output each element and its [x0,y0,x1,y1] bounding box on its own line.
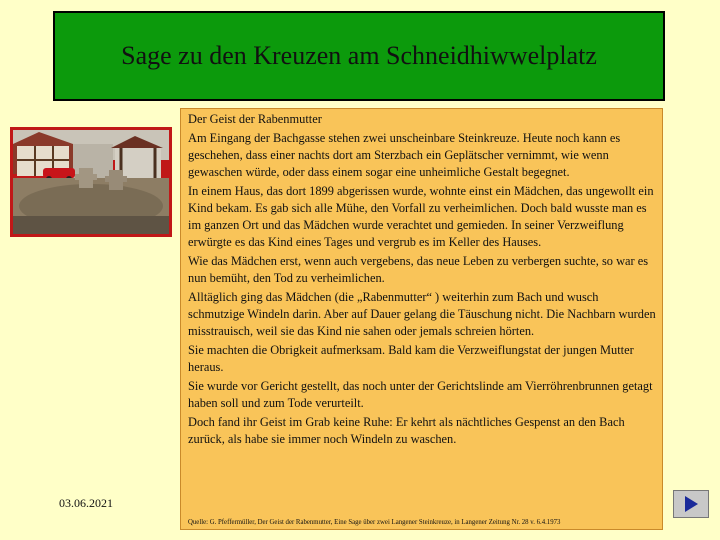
next-slide-button[interactable] [673,490,709,518]
stone-crosses-photo [13,130,169,234]
story-paragraph: Doch fand ihr Geist im Grab keine Ruhe: Er kehrt als nächtliches Gespenst an den Bach zurück, als habe sie immer noch Windeln zu waschen. [188,415,625,446]
story-title: Der Geist der Rabenmutter [188,112,322,126]
story-paragraph: Am Eingang der Bachgasse stehen zwei unscheinbare Steinkreuze. Heute noch kann es geschehen, dass einer nachts dort am Sterzbach ein Geplätscher vernimmt, wie wenn gewaschen würde, oder dass einem sogar eine unheimliche Gestalt begegnet. [188,131,621,179]
story-paragraph: In einem Haus, das dort 1899 abgerissen wurde, wohnte einst ein Mädchen, das ungewollt ein Kind bekam. Es gab sich alle Mühe, den Vorfall zu verheimlichen. Doch bald wusste man es im ganzen Ort und das Mädchen wurde verachtet und gemieden. In seiner Verzweiflung erwürgte es das Kind eines Tages und vergrub es im Keller des Hauses. [188,184,654,249]
story-paragraph: Alltäglich ging das Mädchen (die „Rabenmutter“ ) weiterhin zum Bach und wusch schmutzige Windeln darin. Aber auf Dauer gelang die Täuschung nicht. Die Nachbarn wurden misstrauisch, weil sie das Kind nie sahen oder jemals schreien hörten. [188,290,656,338]
story-content [180,108,663,530]
story-paragraph: Sie wurde vor Gericht gestellt, das noch unter der Gerichtslinde am Vierröhrenbrunnen getagt haben soll und zum Tode verurteilt. [188,379,653,410]
source-citation: Quelle: G. Pfeffermüller, Der Geist der Rabenmutter, Eine Sage über zwei Langener Steinkreuze, in Langener Zeitung Nr. 28 v. 6.4.1973 [188,519,561,526]
slide-date: 03.06.2021 [59,496,113,510]
slide-title: Sage zu den Kreuzen am Schneidhiwwelplatz [121,41,597,70]
story-paragraph: Wie das Mädchen erst, wenn auch vergebens, das neue Leben zu verbergen suchte, so war es nun bemüht, den Tod zu verheimlichen. [188,254,649,285]
play-forward-icon [682,495,700,513]
photo-frame [10,127,172,237]
title-banner [53,11,665,101]
story-paragraph: Sie machten die Obrigkeit aufmerksam. Bald kam die Verzweiflungstat der jungen Mutter heraus. [188,343,634,374]
